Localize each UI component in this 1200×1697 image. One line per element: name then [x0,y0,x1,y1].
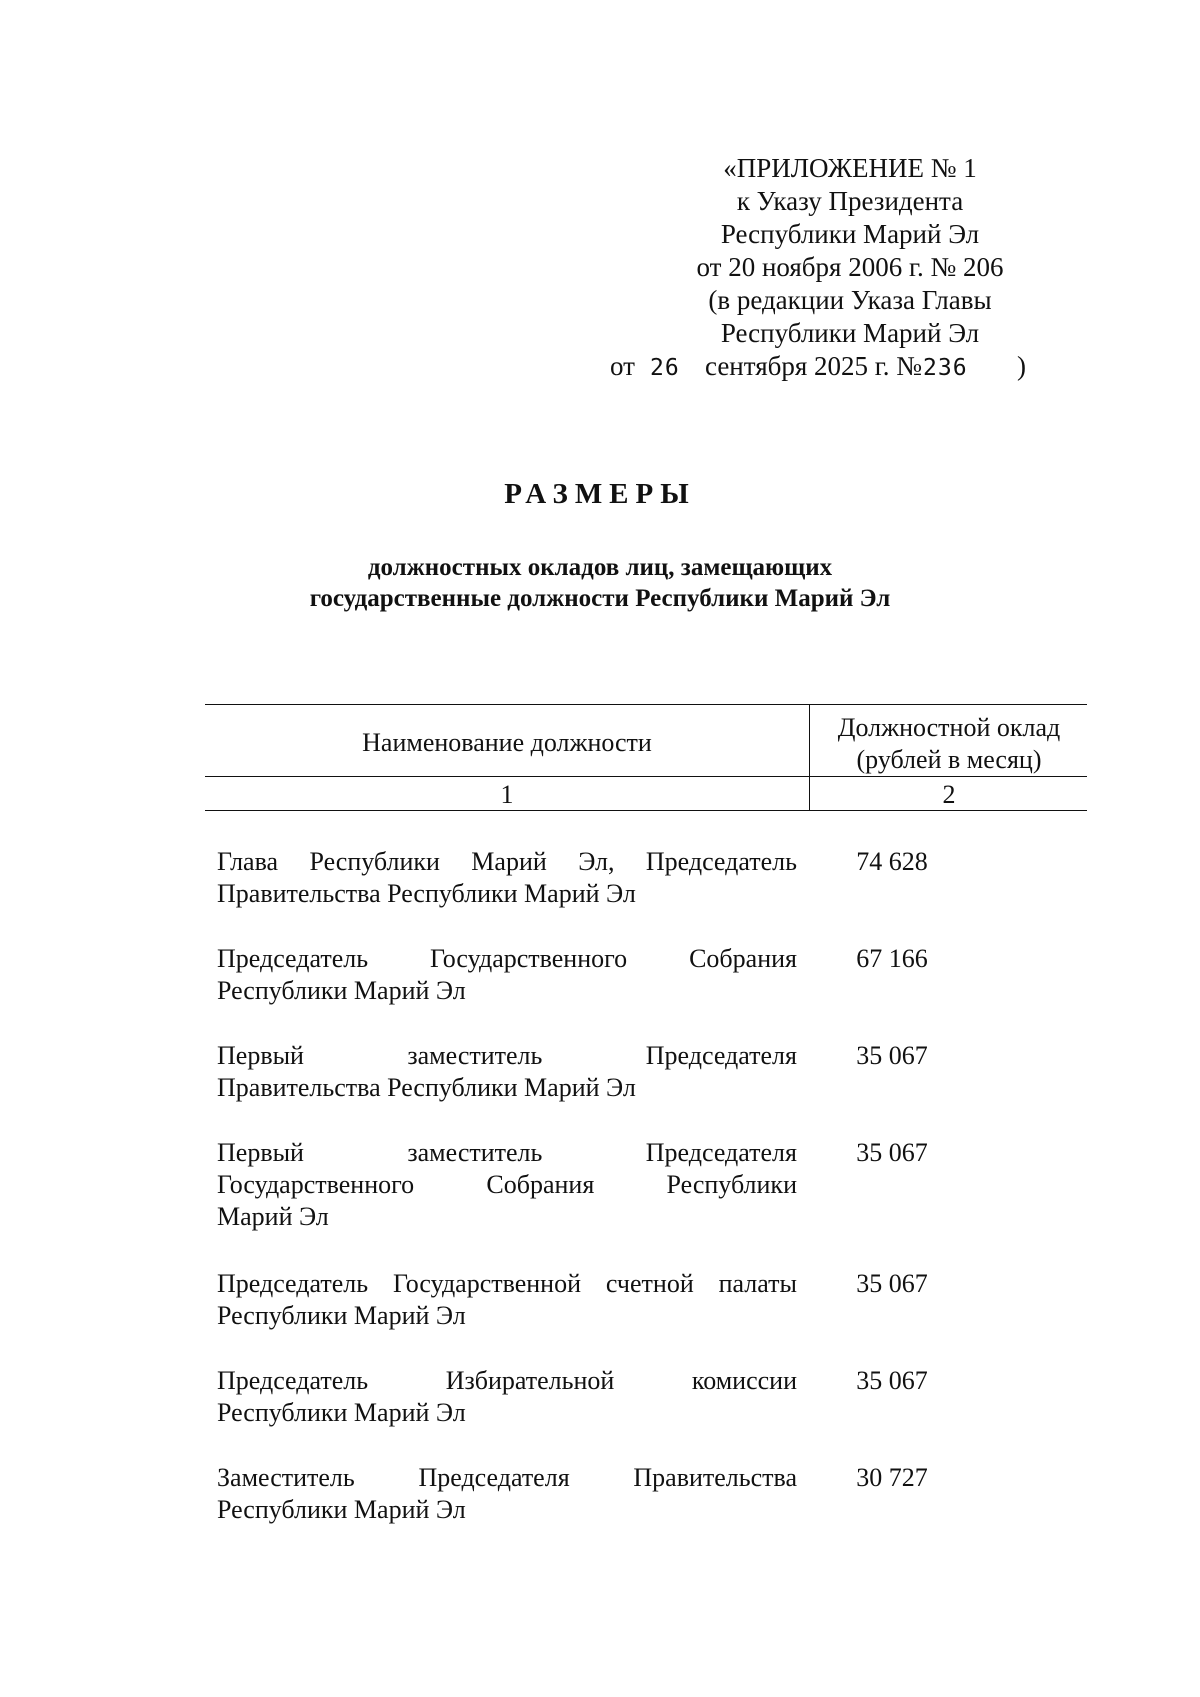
position-name-line: Республики Марий Эл [217,1398,466,1427]
position-name-word: Республики [666,1170,797,1199]
document-title: РАЗМЕРЫ [504,478,696,510]
appendix-date-line [610,350,1060,383]
position-name-word: Заместитель [217,1463,355,1492]
position-name-word: Республики [309,847,440,876]
position-name [217,1137,797,1233]
position-name-word: Председателя [645,1138,797,1167]
appendix-line-5: (в редакции Указа Главы [708,285,992,315]
position-name-line: Республики Марий Эл [217,1495,466,1524]
date-close: ) [1017,351,1026,381]
subtitle-line-2: государственные должности Республики Марий Эл [309,585,891,612]
position-name-word: заместитель [407,1041,543,1070]
salary-value: 74 628 [856,847,928,876]
position-name-word: Председателя [418,1463,570,1492]
position-name [217,943,797,1007]
table-top-rule [205,704,1087,705]
salary-value: 35 067 [856,1041,928,1070]
salary-value: 35 067 [856,1366,928,1395]
position-name-word: палаты [718,1269,797,1298]
appendix-line-6: Республики Марий Эл [720,318,980,348]
column-number-1: 1 [500,780,514,809]
position-name-word: Председатель [645,847,797,876]
date-number: 236 [923,355,968,381]
position-name-line [217,1040,797,1072]
position-name [217,1365,797,1429]
position-name-line: Марий Эл [217,1202,329,1231]
appendix-line-2: к Указу Президента [736,186,964,216]
position-name-word: Избирательной [445,1366,615,1395]
position-name-line [217,1169,797,1201]
position-name-word: Председателя [645,1041,797,1070]
header-salary [811,712,1087,776]
position-name-word: Государственной [392,1269,582,1298]
position-name-word: Собрания [689,944,797,973]
position-name [217,1462,797,1526]
position-name-line [217,1268,797,1300]
appendix-header [610,152,1060,383]
position-name-line: Правительства Республики Марий Эл [217,1073,636,1102]
position-name-line [217,1462,797,1494]
position-name [217,1040,797,1104]
position-name-word: Государственного [217,1170,415,1199]
position-name [217,1268,797,1332]
position-name-word: Председатель [217,944,369,973]
position-name-line [217,1365,797,1397]
position-name-word: Правительства [633,1463,797,1492]
position-name-line [217,943,797,975]
position-name-word: Марий [471,847,547,876]
position-name-line [217,1137,797,1169]
salary-value: 35 067 [856,1269,928,1298]
position-name-word: Глава [217,847,279,876]
appendix-line-1: «ПРИЛОЖЕНИЕ № 1 [723,153,977,183]
date-middle: сентября 2025 г. № [705,351,923,381]
position-name-word: Председатель [217,1269,369,1298]
position-name-word: комиссии [691,1366,797,1395]
table-header-rule [205,776,1087,777]
salary-value: 67 166 [856,944,928,973]
position-name-word: Первый [217,1138,304,1167]
position-name-line [217,846,797,878]
position-name-word: Председатель [217,1366,369,1395]
position-name-line: Республики Марий Эл [217,976,466,1005]
position-name-line: Правительства Республики Марий Эл [217,879,636,908]
position-name-word: Первый [217,1041,304,1070]
table-column-divider [809,704,810,810]
column-number-2: 2 [942,780,956,809]
position-name-word: счетной [605,1269,694,1298]
appendix-line-3: Республики Марий Эл [720,219,980,249]
position-name-word: Собрания [486,1170,595,1199]
appendix-line-4: от 20 ноября 2006 г. № 206 [696,252,1004,282]
position-name [217,846,797,910]
date-day: 26 [650,355,680,381]
position-name-word: заместитель [407,1138,543,1167]
document-subtitle [0,552,1200,614]
header-salary-line-1: Должностной оклад [837,713,1061,742]
subtitle-line-1: должностных окладов лиц, замещающих [367,554,833,581]
salary-value: 35 067 [856,1138,928,1167]
position-name-word: Государственного [430,944,628,973]
header-position-name: Наименование должности [362,728,652,757]
date-prefix: от [610,351,635,381]
position-name-line: Республики Марий Эл [217,1301,466,1330]
table-number-rule [205,810,1087,811]
header-salary-line-2: (рублей в месяц) [856,745,1042,774]
salary-value: 30 727 [856,1463,928,1492]
position-name-word: Эл, [578,847,615,876]
